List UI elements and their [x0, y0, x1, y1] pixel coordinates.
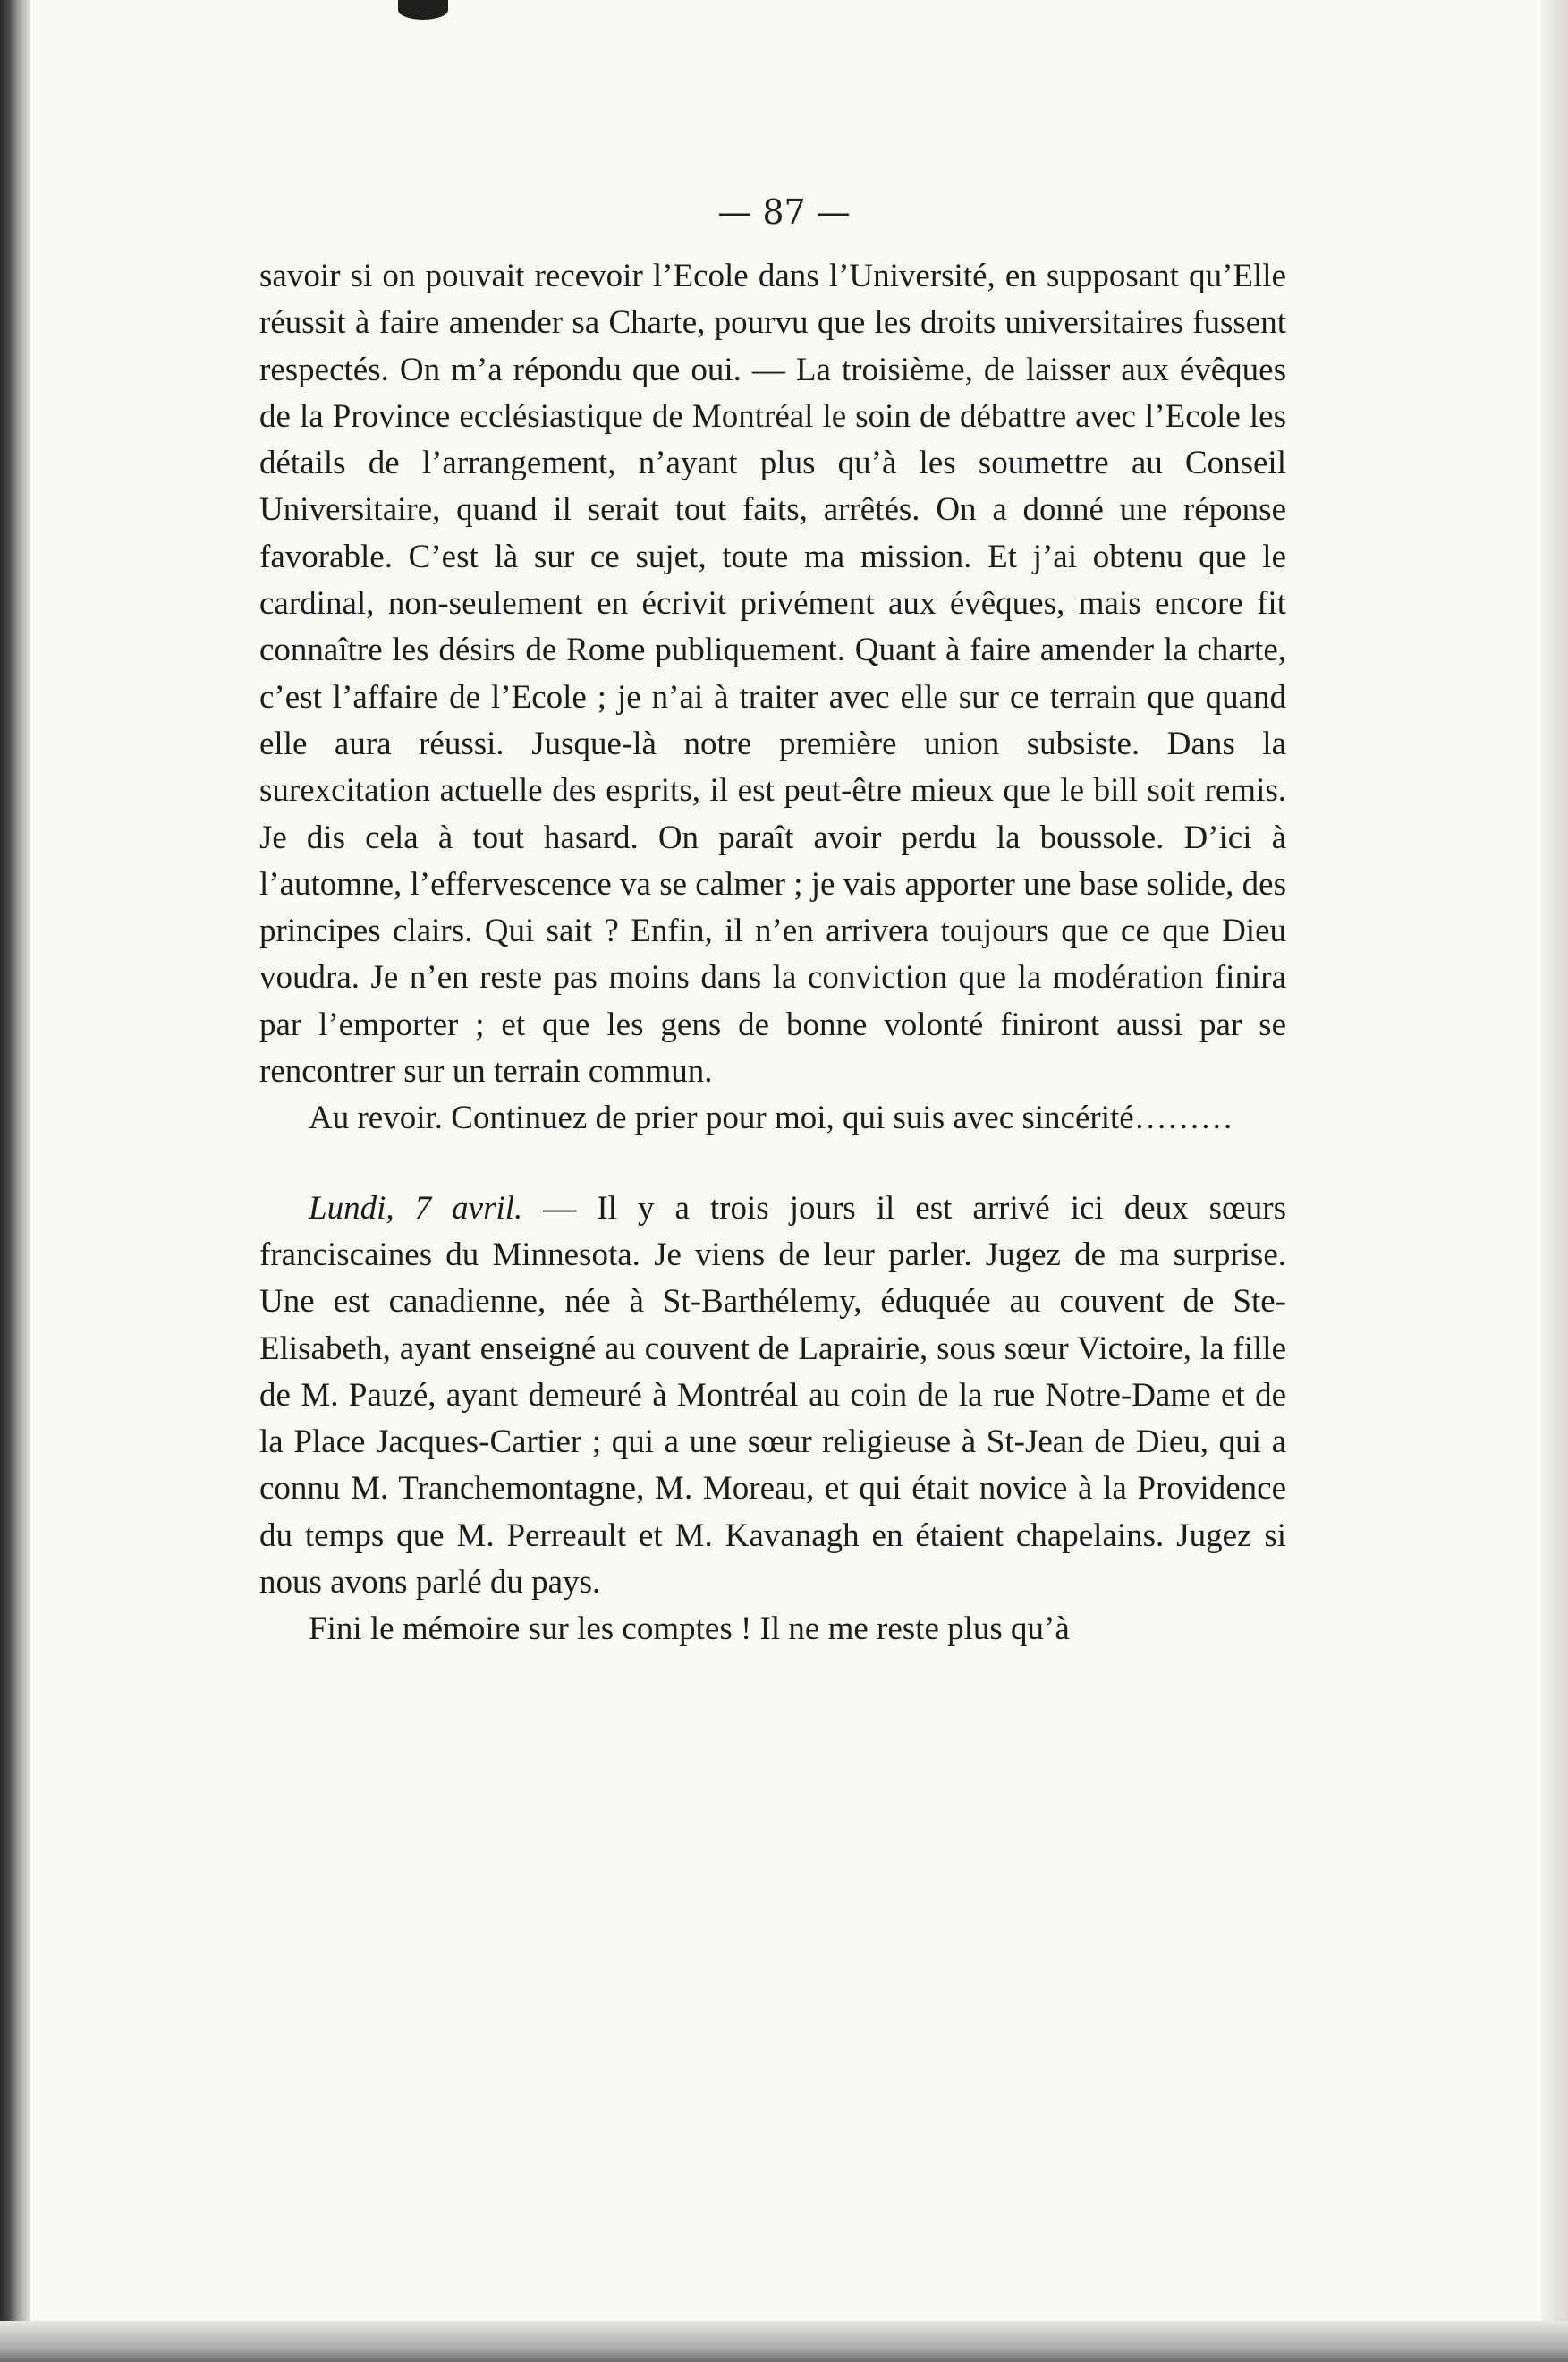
- body-text: [259, 253, 1286, 1653]
- paragraph-letter-continuation: savoir si on pouvait recevoir l’Ecole dans l’Université, en supposant qu’Elle réussit à faire amender sa Charte, pourvu que les droits universitaires fussent respectés. On m’a répondu que oui. — La troisième, de laisser aux évêques de la Province ecclésiastique de Montréal le soin de débattre avec l’Ecole les détails de l’arrangement, n’ayant plus qu’à les soumettre au Conseil Universitaire, quand il serait tout faits, arrêtés. On a donné une réponse favorable. C’est là sur ce sujet, toute ma mission. Et j’ai obtenu que le cardinal, non-seulement en écrivit privément aux évêques, mais encore fit connaître les désirs de Rome publiquement. Quant à faire amender la charte, c’est l’affaire de l’Ecole ; je n’ai à traiter avec elle sur ce terrain que quand elle aura réussi. Jusque-là notre première union subsiste. Dans la surexcitation actuelle des esprits, il est peut-être mieux que le bill soit remis. Je dis cela à tout hasard. On paraît avoir perdu la boussole. D’ici à l’automne, l’effervescence va se calmer ; je vais apporter une base solide, des principes clairs. Qui sait ? Enfin, il n’en arrivera toujours que ce que Dieu voudra. Je n’en reste pas moins dans la conviction que la modération finira par l’emporter ; et que les gens de bonne volonté finiront aussi par se rencontrer sur un terrain commun.: [259, 258, 1286, 1091]
- ink-blot: [398, 0, 448, 20]
- entry-text: — Il y a trois jours il est arrivé ici deux sœurs franciscaines du Minnesota. Je viens de leur parler. Jugez de ma surprise. Une est canadienne, née à St-Barthélemy, éduquée au couvent de Ste-Elisabeth, ayant enseigné au couvent de Laprairie, sous sœur Victoire, la fille de M. Pauzé, ayant demeuré à Montréal au coin de la rue Notre-Dame et de la Place Jacques-Cartier ; qui a une sœur religieuse à St-Jean de Dieu, qui a connu M. Tranchemontagne, M. Moreau, et qui était novice à la Providence du temps que M. Perreault et M. Kavanagh en étaient chapelains. Jugez si nous avons parlé du pays.: [259, 1189, 1286, 1602]
- entry-date: Lundi, 7 avril.: [309, 1189, 523, 1227]
- paragraph-closing: Au revoir. Continuez de prier pour moi, qui suis avec sincérité………: [309, 1100, 1233, 1137]
- page-number: — 87 —: [717, 192, 851, 232]
- page-right-edge: [1541, 0, 1568, 2362]
- paragraph-diary-entry: [259, 1185, 1286, 1607]
- paragraph-spacer: [259, 1143, 1286, 1185]
- page-binding-shadow: [0, 0, 30, 2362]
- paragraph-final: Fini le mémoire sur les comptes ! Il ne me reste plus qu’à: [309, 1610, 1070, 1648]
- page-bottom-edge: [0, 2321, 1568, 2362]
